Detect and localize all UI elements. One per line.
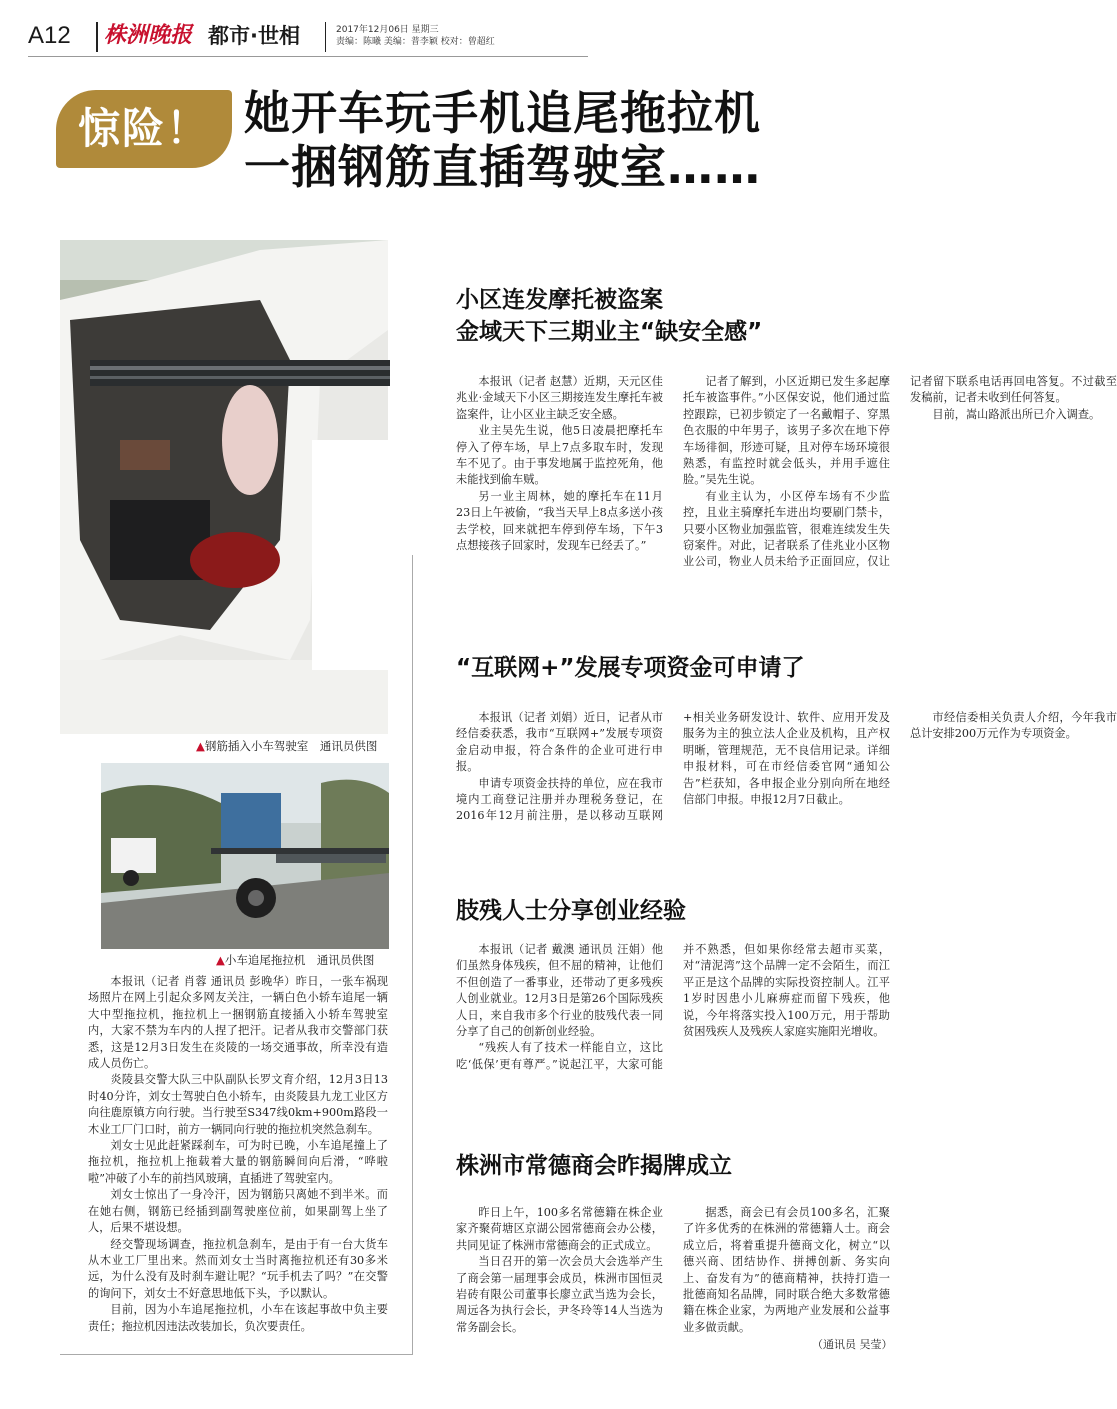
- story-moto-paragraph: 本报讯（记者 赵慧）近期，天元区佳兆业·金域天下小区三期接连发生摩托车被盗案件，让小区业主缺乏安全感。: [456, 375, 663, 421]
- story-internet-title: “互联网+”发展专项资金可申请了: [456, 655, 805, 681]
- story-chamber-paragraph: 当日召开的第一次会员大会选举产生了商会第一届理事会成员，株洲市国恒灵岩砖有限公司董事长廖立武当选为会长，周远各为执行会长，尹冬玲等14人当选为常务副会长。: [456, 1255, 663, 1334]
- story-internet-paragraph: 本报讯（记者 刘娟）近日，记者从市经信委获悉，我市“互联网+”发展专项资金启动申报，符合条件的企业可进行申报。: [456, 711, 663, 774]
- story-moto-paragraph: 记者了解到，小区近期已发生多起摩托车被盗事件。”小区保安说，他们通过监控跟踪，已初步锁定了一名戴帽子、穿黑色衣服的中年男子，该男子多次在地下停车场徘徊，形迹可疑，且对停车场环境很熟悉，有监控时就会低头，并用手遮住脸。”吴先生说。: [683, 375, 890, 487]
- story-disabled-paragraph: 本报讯（记者 戴澳 通讯员 汪娟）他们虽然身体残疾，但不屈的精神，让他们不但创造了一番事业，还带动了更多残疾人创业就业。12月3日是第26个国际残疾人日，来自我市多个行业的肢残代表一同分享了自己的创新创业经验。: [456, 943, 663, 1039]
- photo2-caption: [216, 952, 374, 968]
- masthead-divider-2: [325, 22, 326, 52]
- newspaper-logo: 株洲晚报: [104, 22, 193, 48]
- story-internet-paragraph: 申请专项资金扶持的单位，应在我市境内工商登记注册并办理税务登记，在2016年12月前注册，是以移动互联网+相关业务研发设计、软件、应用开发及服务为主的独立法人企业及机构，且产权明晰，管理规范，无不良信用记录。详细申报材料，可在市经信委官网“通知公告”栏获知，各申报企业分别向所在地经信部门申报。申报12月7日截止。: [456, 711, 890, 823]
- headline-line-1: 她开车玩手机追尾拖拉机: [244, 86, 761, 140]
- main-headline: [244, 86, 761, 194]
- headline-line-2: 一捆钢筋直插驾驶室……: [244, 140, 761, 194]
- date-line: 2017年12月06日 星期三: [336, 25, 439, 35]
- story-chamber-body: [456, 1205, 890, 1339]
- caption-marker-2: ▲: [216, 953, 225, 967]
- story-moto-paragraph: 有业主认为，小区停车场有不少监控，且业主骑摩托车进出均要刷门禁卡，只要小区物业加强监管，很难连续发生失窃案件。对此，记者联系了佳兆业小区物业公司，物业人员未给予正面回应，仅让记者留下联系电话再回电答复。不过截至发稿前，记者未收到任何答复。: [683, 375, 1117, 569]
- story-moto-paragraph: 业主吴先生说，他5日凌晨把摩托车停入了停车场，早上7点多取车时，发现车不见了。由于事发地属于监控死角，他未能找到偷车贼。: [456, 424, 663, 487]
- story-moto-paragraph: 目前，嵩山路派出所已介入调查。: [932, 407, 1101, 421]
- photo1-caption-text: 钢筋插入小车驾驶室 通讯员供图: [204, 739, 378, 753]
- masthead-underline: [28, 56, 588, 57]
- story-moto-title: [456, 284, 762, 348]
- story-internet-paragraph: 市经信委相关负责人介绍，今年我市总计安排200万元作为专项资金。: [910, 711, 1117, 741]
- photo1-caption: [196, 738, 377, 754]
- masthead-meta: [336, 24, 586, 48]
- story-moto-body: [456, 374, 1117, 580]
- masthead-divider: [96, 22, 98, 52]
- story-moto-paragraph: 另一业主周林，她的摩托车在11月23日上午被偷，“我当天早上8点多送小孩去学校，回来就把车停到停车场，下午3点想接孩子回家时，发现车已经丢了。”: [456, 489, 663, 553]
- story-chamber-paragraph: 昨日上午，100多名常德籍在株企业家齐聚荷塘区京湖公园常德商会办公楼，共同见证了株洲市常德商会的正式成立。: [456, 1206, 663, 1252]
- main-story-paragraph: 刘女士惊出了一身冷汗，因为钢筋只离她不到半米。而在她右侧，钢筋已经插到副驾驶座位前，如果副驾上坐了人，后果不堪设想。: [88, 1188, 388, 1235]
- story-disabled-paragraph: “残疾人有了技术一样能自立，这比吃‘低保’更有尊严。”说起江平，大家可能并不熟悉，但如果你经常去超市买菜，对“清泥湾”这个品牌一定不会陌生，而江平正是这个品牌的实际投资控制人。江平1岁时因患小儿麻痹症而留下残疾，他说，今年将落实投入100万元，用于帮助贫困残疾人及残疾人家庭实施阳光增收。: [456, 943, 890, 1071]
- page-number: A12: [28, 22, 71, 49]
- story-disabled-body: [456, 942, 890, 1074]
- main-story-border-bottom: [60, 1354, 413, 1355]
- tractor-image: [101, 763, 389, 949]
- main-story-paragraph: 刘女士见此赶紧踩刹车，可为时已晚，小车追尾撞上了拖拉机，拖拉机上拖载着大量的钢筋瞬间向后滑，“哗啦啦”冲破了小车的前挡风玻璃，直插进了驾驶室内。: [88, 1139, 388, 1185]
- story-chamber-paragraph: 据悉，商会已有会员100多名，汇聚了许多优秀的在株洲的常德籍人士。商会成立后，将着重提升德商文化，树立“以德兴商、团结协作、拼搏创新、务实向上、奋发有为”的德商精神，扶持打造一批德商知名品牌，同时联合绝大多数常德籍在株企业家，为两地产业发展和公益事业多做贡献。: [683, 1206, 890, 1334]
- story-chamber-credit: （通讯员 吴莹）: [812, 1338, 893, 1351]
- story-internet-body: [456, 710, 1117, 826]
- main-story-body: [88, 974, 388, 1348]
- photo-tractor: [101, 763, 389, 949]
- photo-car-interior: [60, 240, 388, 734]
- story-moto-title-line-1: 小区连发摩托被盗案: [456, 287, 663, 313]
- staff-line: 责编：陈曦 美编：普李颖 校对：曾超红: [336, 37, 495, 47]
- photo2-caption-text: 小车追尾拖拉机 通讯员供图: [224, 953, 375, 967]
- main-story-paragraph: 本报讯（记者 肖蓉 通讯员 彭晚华）昨日，一张车祸现场照片在网上引起众多网友关注，一辆白色小轿车追尾一辆大中型拖拉机，拖拉机上一捆钢筋直接插入小轿车驾驶室内，大家不禁为车内的人捏了把汗。记者从我市交警部门获悉，这是12月3日发生在炎陵的一场交通事故，所幸没有造成人员伤亡。: [88, 975, 388, 1071]
- story-moto-title-line-2: 金域天下三期业主“缺安全感”: [456, 319, 763, 345]
- section-title: 都市·世相: [208, 24, 300, 48]
- caption-marker-1: ▲: [196, 739, 205, 753]
- car-interior-image: [60, 240, 388, 734]
- story-chamber-title: 株洲市常德商会昨揭牌成立: [456, 1153, 732, 1179]
- story-disabled-title: 肢残人士分享创业经验: [456, 898, 686, 924]
- main-story-border-right: [412, 555, 413, 1355]
- alert-badge: 惊险！: [56, 90, 232, 168]
- main-story-paragraph: 炎陵县交警大队三中队副队长罗文育介绍，12月3日13时40分许，刘女士驾驶白色小轿车，由炎陵县九龙工业区方向往鹿原镇方向行驶。当行驶至S347线0km+900m路段一木业工厂门口时，前方一辆同向行驶的拖拉机突然急刹车。: [88, 1073, 388, 1136]
- main-story-paragraph: 经交警现场调查，拖拉机急刹车，是由于有一台大货车从木业工厂里出来。然而刘女士当时离拖拉机还有30多米远，为什么没有及时刹车避让呢？“玩手机去了吗？”在交警的询问下，刘女士不好意思地低下头，予以默认。: [88, 1237, 388, 1300]
- main-story-paragraph: 目前，因为小车追尾拖拉机，小车在该起事故中负主要责任；拖拉机因违法改装加长，负次要责任。: [88, 1303, 388, 1333]
